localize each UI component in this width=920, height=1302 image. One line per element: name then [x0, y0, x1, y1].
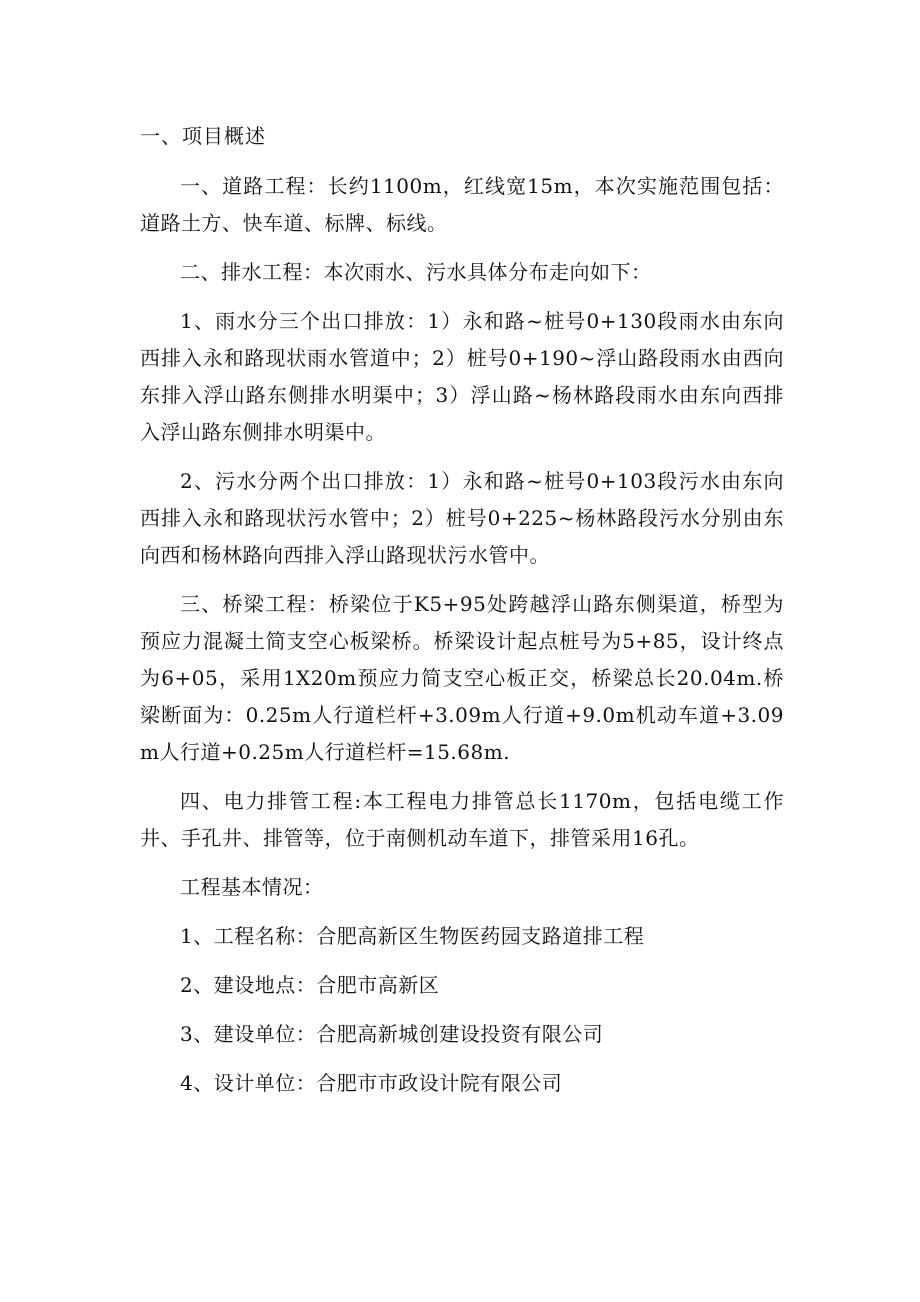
paragraph-road-works: 一、道路工程：长约1100m，红线宽15m，本次实施范围包括：道路土方、快车道、标牌、标线。: [140, 174, 784, 235]
paragraph-power-conduit: 四、电力排管工程:本工程电力排管总长1170m，包括电缆工作井、手孔井、排管等，位于南侧机动车道下，排管采用16孔。: [140, 789, 784, 850]
basic-info-item-designer: 4、设计单位：合肥市市政设计院有限公司: [180, 1071, 563, 1095]
paragraph-rainwater: 1、雨水分三个出口排放：1）永和路~桩号0+130段雨水由东向西排入永和路现状雨水管道中；2）桩号0+190~浮山路段雨水由西向东排入浮山路东侧排水明渠中；3）浮山路~杨林路段雨水由东向西排入浮山路东侧排水明渠中。: [140, 309, 784, 444]
basic-info-item-project-name: 1、工程名称：合肥高新区生物医药园支路道排工程: [180, 924, 645, 948]
paragraph-drainage-works: 二、排水工程：本次雨水、污水具体分布走向如下：: [180, 260, 652, 284]
basic-info-title: 工程基本情况：: [180, 875, 324, 899]
paragraph-bridge-works: 三、桥梁工程：桥梁位于K5+95处跨越浮山路东侧渠道，桥型为预应力混凝土简支空心板梁桥。桥梁设计起点桩号为5+85，设计终点为6+05，采用1X20m预应力简支空心板正交，桥梁总长20.04m.桥梁断面为：0.25m人行道栏杆+3.09m人行道+9.0m机动车道+3.09m人行道+0.25m人行道栏杆=15.68m.: [140, 592, 784, 764]
basic-info-item-location: 2、建设地点：合肥市高新区: [180, 973, 440, 997]
basic-info-item-owner: 3、建设单位：合肥高新城创建设投资有限公司: [180, 1022, 604, 1046]
paragraph-sewage: 2、污水分两个出口排放：1）永和路~桩号0+103段污水由东向西排入永和路现状污水管中；2）桩号0+225~杨林路段污水分别由东向西和杨林路向西排入浮山路现状污水管中。: [140, 469, 784, 567]
section-heading: 一、项目概述: [140, 124, 266, 148]
